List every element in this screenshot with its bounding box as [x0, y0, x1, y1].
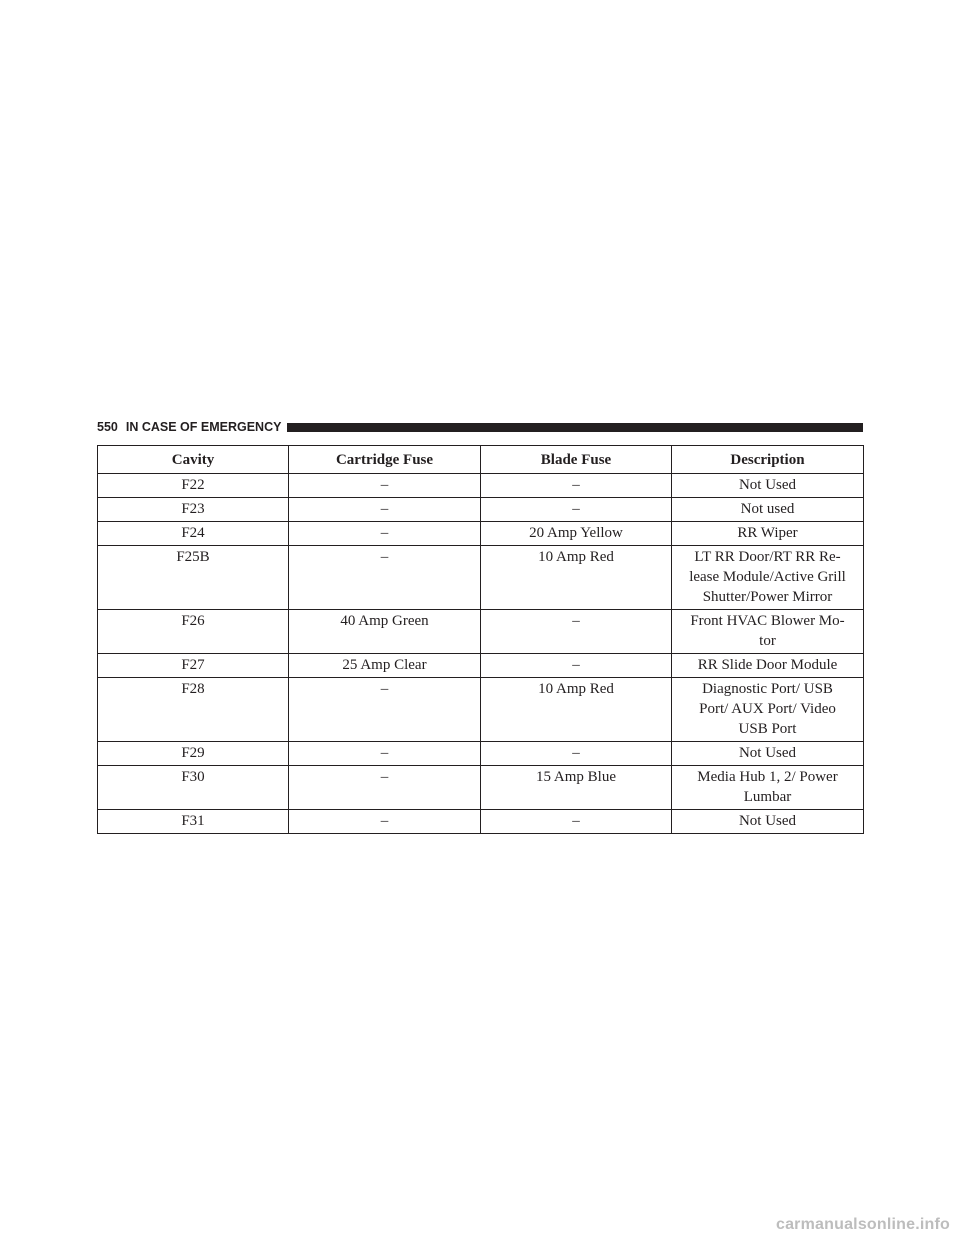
table-row [98, 610, 864, 654]
description-line: Shutter/Power Mirror [702, 589, 833, 605]
table-row [98, 546, 864, 610]
table-row [98, 742, 864, 766]
blade-fuse-cell: – [481, 742, 672, 766]
header-rule [287, 423, 863, 432]
description-line: Not Used [738, 477, 797, 493]
table-row [98, 766, 864, 810]
cavity-cell: F31 [98, 810, 289, 834]
blade-fuse-cell: 10 Amp Red [481, 678, 672, 742]
cartridge-fuse-cell: – [289, 810, 481, 834]
blade-fuse-cell: – [481, 610, 672, 654]
description-line: Diagnostic Port/ USB [702, 681, 833, 697]
cavity-cell: F27 [98, 654, 289, 678]
cavity-cell: F23 [98, 498, 289, 522]
description-cell [672, 742, 864, 766]
cartridge-fuse-cell: 40 Amp Green [289, 610, 481, 654]
description-cell [672, 610, 864, 654]
blade-fuse-cell: – [481, 474, 672, 498]
cavity-cell: F29 [98, 742, 289, 766]
cavity-cell: F22 [98, 474, 289, 498]
description-line: tor [759, 633, 776, 649]
description-cell [672, 522, 864, 546]
cartridge-fuse-cell: – [289, 766, 481, 810]
cartridge-fuse-cell: – [289, 474, 481, 498]
column-header-blade-fuse: Blade Fuse [481, 446, 672, 474]
table-header-row [98, 446, 864, 474]
cartridge-fuse-cell: – [289, 678, 481, 742]
cartridge-fuse-cell: – [289, 742, 481, 766]
blade-fuse-cell: 20 Amp Yellow [481, 522, 672, 546]
fuse-table [97, 445, 864, 834]
cavity-cell: F24 [98, 522, 289, 546]
section-title: IN CASE OF EMERGENCY [125, 420, 282, 434]
description-cell [672, 654, 864, 678]
blade-fuse-cell: – [481, 498, 672, 522]
table-row [98, 522, 864, 546]
description-line: Not Used [738, 745, 797, 761]
cartridge-fuse-cell: – [289, 522, 481, 546]
description-line: RR Slide Door Module [697, 657, 838, 673]
description-cell [672, 766, 864, 810]
cavity-cell: F26 [98, 610, 289, 654]
description-cell [672, 546, 864, 610]
blade-fuse-cell: – [481, 810, 672, 834]
cartridge-fuse-cell: – [289, 546, 481, 610]
description-line: Not used [740, 501, 795, 517]
description-line: Media Hub 1, 2/ Power [697, 769, 838, 785]
description-cell [672, 678, 864, 742]
column-header-cavity: Cavity [98, 446, 289, 474]
cavity-cell: F30 [98, 766, 289, 810]
table-row [98, 498, 864, 522]
description-cell [672, 498, 864, 522]
description-line: RR Wiper [737, 525, 798, 541]
cavity-cell: F28 [98, 678, 289, 742]
table-row [98, 810, 864, 834]
description-cell [672, 474, 864, 498]
description-line: LT RR Door/RT RR Re- [694, 549, 841, 565]
column-header-description: Description [672, 446, 864, 474]
blade-fuse-cell: 10 Amp Red [481, 546, 672, 610]
cartridge-fuse-cell: 25 Amp Clear [289, 654, 481, 678]
table-row [98, 474, 864, 498]
blade-fuse-cell: – [481, 654, 672, 678]
description-line: Front HVAC Blower Mo- [690, 613, 845, 629]
table-row [98, 678, 864, 742]
page-header [97, 419, 863, 435]
watermark-link[interactable]: carmanualsonline.info [775, 1216, 950, 1233]
description-line: Not Used [738, 813, 797, 829]
description-line: USB Port [738, 721, 797, 737]
table-row [98, 654, 864, 678]
cavity-cell: F25B [98, 546, 289, 610]
description-line: lease Module/Active Grill [689, 569, 846, 585]
description-cell [672, 810, 864, 834]
description-line: Lumbar [743, 789, 792, 805]
description-line: Port/ AUX Port/ Video [699, 701, 836, 717]
cartridge-fuse-cell: – [289, 498, 481, 522]
page-number: 550 [97, 420, 118, 434]
blade-fuse-cell: 15 Amp Blue [481, 766, 672, 810]
column-header-cartridge-fuse: Cartridge Fuse [289, 446, 481, 474]
